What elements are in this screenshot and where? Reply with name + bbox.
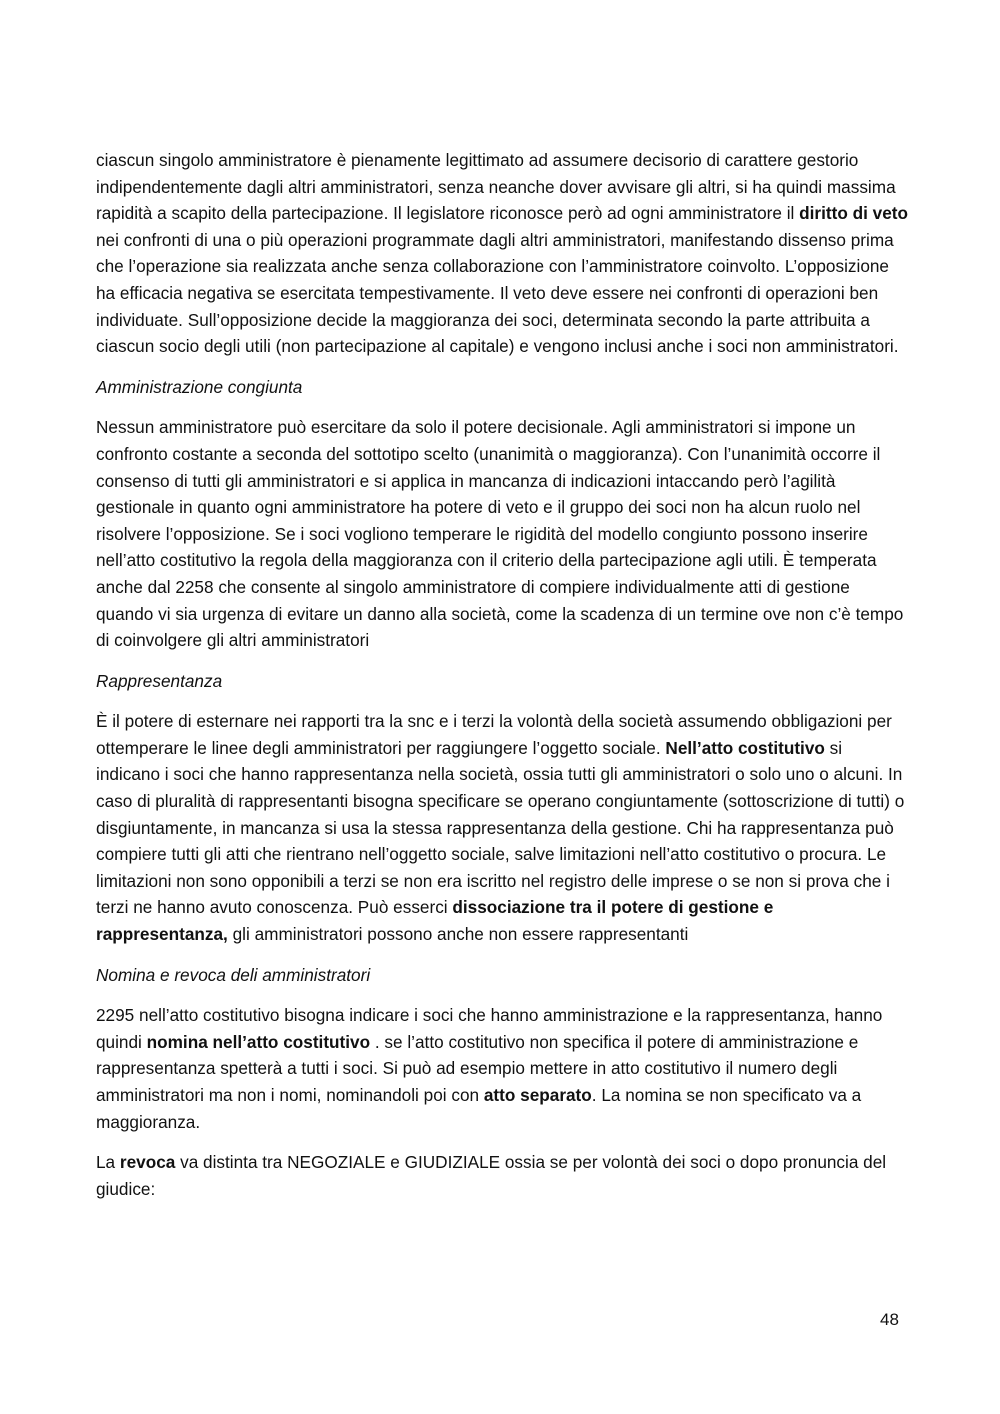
paragraph xyxy=(96,147,908,360)
text-run: ciascun singolo amministratore è pienamente legittimato ad assumere decisorio di carattere gestorio indipendentemente dagli altri amministratori, senza neanche dover avvisare gli altri, si ha quindi massima rapidità a scapito della partecipazione. Il legislatore riconosce però ad ogni amministratore il xyxy=(96,150,896,224)
text-run: Amministrazione congiunta xyxy=(96,376,303,397)
bold-text: nomina nell’atto costitutivo xyxy=(146,1031,371,1052)
text-run: si indicano i soci che hanno rappresentanza nella società, ossia tutti gli amministratori o solo uno o alcuni. In caso di pluralità di rappresentanti bisogna specificare se operano congiuntamente (sottoscrizione di tutti) o disgiuntamente, in mancanza si usa la stessa rappresentanza della gestione. Chi ha rappresentanza può compiere tutti gli atti che rientrano nell’oggetto sociale, salve limitazioni nell’atto costitutivo o procura. Le limitazioni non sono opponibili a terzi se non era iscritto nel registro delle imprese o se non si prova che i terzi ne hanno avuto conoscenza. Può esserci xyxy=(96,737,905,918)
text-run: Nomina e revoca deli amministratori xyxy=(96,964,371,985)
paragraph xyxy=(96,708,908,947)
page-number: 48 xyxy=(880,1310,899,1329)
bold-text: dissociazione tra il potere di gestione e rappresentanza, xyxy=(96,897,774,945)
bold-text: atto separato xyxy=(483,1085,592,1105)
paragraph xyxy=(96,1149,908,1202)
section-heading xyxy=(96,962,908,989)
bold-text: diritto di veto xyxy=(799,203,909,224)
paragraph xyxy=(96,1002,908,1135)
document-body xyxy=(96,147,908,1216)
text-run: . se l’atto costitutivo non specifica il potere di amministrazione e rappresentanza spetterà a tutti i soci. Si può ad esempio mettere in atto costitutivo il numero degli amministratori ma non i nomi, nominandoli poi con xyxy=(96,1031,859,1105)
text-run: gli amministratori possono anche non essere rappresentanti xyxy=(227,924,689,945)
text-run: È il potere di esternare nei rapporti tra la snc e i terzi la volontà della società assumendo obbligazioni per ottemperare le linee degli amministratori per raggiungere l’oggetto sociale. xyxy=(96,711,892,758)
paragraph xyxy=(96,414,908,653)
section-heading xyxy=(96,668,908,695)
text-run: La xyxy=(96,1152,120,1173)
text-run: Nessun amministratore può esercitare da solo il potere decisionale. Agli amministratori si impone un confronto costante a seconda del sottotipo scelto (unanimità o maggioranza). Con l’unanimità occorre il consenso di tutti gli amministratori e si applica in mancanza di indicazioni intaccando però l’agilità gestionale in quanto ogni amministratore ha potere di veto e il gruppo dei soci non ha alcun ruolo nel risolvere l’opposizione. Se i soci vogliono temperare le rigidità del modello congiunto possono inserire nell’atto costitutivo la regola della maggioranza con il criterio della partecipazione agli utili. È temperata anche dal 2258 che consente al singolo amministratore di compiere individualmente atti di gestione quando vi sia urgenza di evitare un danno alla società, come la scadenza di un termine ove non c’è tempo di coinvolgere gli altri amministratori xyxy=(96,417,904,651)
text-run: Rappresentanza xyxy=(96,670,223,691)
text-run: 2295 nell’atto costitutivo bisogna indicare i soci che hanno amministrazione e la rappresentanza, hanno quindi xyxy=(96,1005,883,1052)
bold-text: revoca xyxy=(119,1152,176,1173)
section-heading xyxy=(96,374,908,401)
text-run: nei confronti di una o più operazioni programmate dagli altri amministratori, manifestando dissenso prima che l’operazione sia realizzata anche senza collaborazione con l’amministratore coinvolto. L’opposizione ha efficacia negativa se esercitata tempestivamente. Il veto deve essere nei confronti di operazioni ben individuate. Sull’opposizione decide la maggioranza dei soci, determinata secondo la parte attribuita a ciascun socio degli utili (non partecipazione al capitale) e vengono inclusi anche i soci non amministratori. xyxy=(96,229,899,357)
bold-text: Nell’atto costitutivo xyxy=(665,737,825,758)
text-run: va distinta tra NEGOZIALE e GIUDIZIALE ossia se per volontà dei soci o dopo pronuncia del giudice: xyxy=(96,1152,887,1199)
text-run: . La nomina se non specificato va a maggioranza. xyxy=(96,1085,862,1132)
